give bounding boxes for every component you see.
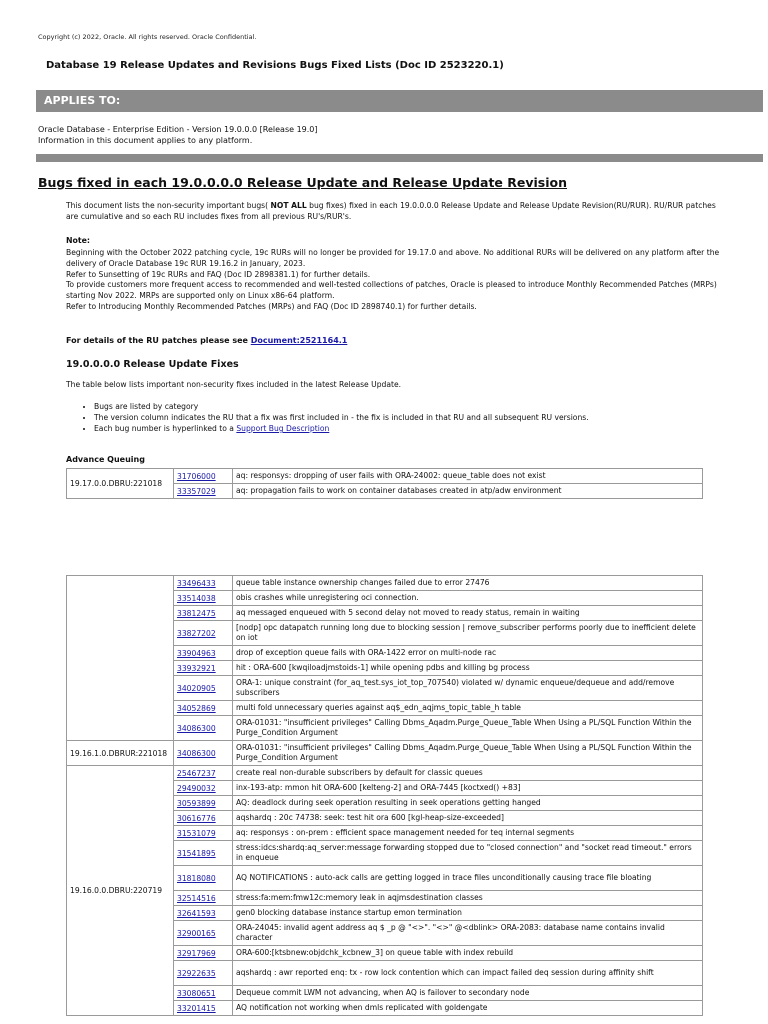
bug-link[interactable]: 30593899 bbox=[177, 798, 216, 808]
table-row bbox=[67, 766, 703, 781]
table-intro: The table below lists important non-security fixes included in the latest Release Update. bbox=[66, 380, 402, 389]
bug-link[interactable]: 33201415 bbox=[177, 1003, 216, 1013]
ru-fixes-heading: 19.0.0.0.0 Release Update Fixes bbox=[66, 359, 239, 370]
bug-description: gen0 blocking database instance startup emon termination bbox=[233, 906, 703, 921]
list-item: • The version column indicates the RU that a fix was first included in - the fix is included in that RU and all subsequent RU versions. bbox=[94, 412, 589, 423]
support-bug-description-link[interactable]: Support Bug Description bbox=[236, 424, 330, 433]
section-divider bbox=[36, 154, 763, 162]
bug-number-cell bbox=[174, 606, 233, 621]
version-cell: 19.16.0.0.DBRU:220719 bbox=[67, 766, 174, 1016]
bug-description: aq: responsys: dropping of user fails with ORA-24002: queue_table does not exist bbox=[233, 469, 703, 484]
bug-number-cell bbox=[174, 576, 233, 591]
copyright-notice: Copyright (c) 2022, Oracle. All rights reserved. Oracle Confidential. bbox=[38, 33, 257, 41]
applies-to-text bbox=[38, 124, 318, 146]
bug-description: Dequeue commit LWM not advancing, when AQ is failover to secondary node bbox=[233, 986, 703, 1001]
intro-post: bug fixes) fixed in each 19.0.0.0.0 Release Update and Release Update Revision(RU/RUR). RU/RUR patches are cumulative and so each RU includes fixes from all previous RU's/RUR's. bbox=[66, 201, 716, 221]
bug-link[interactable]: 32900165 bbox=[177, 928, 216, 938]
ru-details-label: For details of the RU patches please see bbox=[66, 336, 251, 345]
bug-description: ORA-600:[ktsbnew:objdchk_kcbnew_3] on queue table with index rebuild bbox=[233, 946, 703, 961]
bug-description: inx-193-atp: mmon hit ORA-600 [kelteng-2] and ORA-7445 [koctxed() +83] bbox=[233, 781, 703, 796]
ru-patch-document-link[interactable]: Document:2521164.1 bbox=[250, 336, 348, 345]
bug-number-cell bbox=[174, 1001, 233, 1016]
bug-description: AQ notification not working when dmls replicated with goldengate bbox=[233, 1001, 703, 1016]
bug-description: AQ: deadlock during seek operation resulting in seek operations getting hanged bbox=[233, 796, 703, 811]
bug-number-cell bbox=[174, 469, 233, 484]
bug-fix-table-1917 bbox=[66, 468, 703, 499]
bug-number-cell bbox=[174, 766, 233, 781]
bug-link[interactable]: 29490032 bbox=[177, 783, 216, 793]
list-item: • Bugs are listed by category bbox=[94, 401, 589, 412]
document-title: Database 19 Release Updates and Revisions Bugs Fixed Lists (Doc ID 2523220.1) bbox=[46, 60, 504, 71]
note-line: Beginning with the October 2022 patching cycle, 19c RURs will no longer be provided for 19.17.0 and above. No additional RURs will be delivered on any platform after the delivery of Oracle Database 19c RUR 19.16.2 in January, 2023. bbox=[66, 248, 720, 268]
bug-description: AQ NOTIFICATIONS : auto-ack calls are getting logged in trace files unconditionally causing trace file bloating bbox=[233, 866, 703, 891]
bug-link[interactable]: 34086300 bbox=[177, 748, 216, 758]
note-line: Refer to Sunsetting of 19c RURs and FAQ (Doc ID 2898381.1) for further details. bbox=[66, 269, 371, 279]
intro-pre: This document lists the non-security important bugs( bbox=[66, 201, 271, 210]
bug-number-cell bbox=[174, 676, 233, 701]
bug-description: stress:idcs:shardq:aq_server:message forwarding stopped due to "closed connection" and "socket read timeout." errors in enqueue bbox=[233, 841, 703, 866]
bug-description: aqshardq : 20c 74738: seek: test hit ora 600 [kgl-heap-size-exceeded] bbox=[233, 811, 703, 826]
bug-description: ORA-24045: invalid agent address aq $ _p @ "<>". "<>" @<dblink> ORA-2083: database name contains invalid character bbox=[233, 921, 703, 946]
bug-description: ORA-1: unique constraint (for_aq_test.sys_iot_top_707540) violated w/ dynamic enqueue/dequeue and add/remove subscribers bbox=[233, 676, 703, 701]
bug-number-cell bbox=[174, 906, 233, 921]
bug-number-cell bbox=[174, 646, 233, 661]
bug-link[interactable]: 31818080 bbox=[177, 873, 216, 883]
bug-description: aq: responsys : on-prem : efficient space management needed for teq internal segments bbox=[233, 826, 703, 841]
bug-link[interactable]: 32922635 bbox=[177, 968, 216, 978]
ru-details-text bbox=[66, 336, 347, 345]
bug-number-cell bbox=[174, 946, 233, 961]
bug-number-cell bbox=[174, 781, 233, 796]
category-label: Advance Queuing bbox=[66, 455, 145, 464]
bug-link[interactable]: 34020905 bbox=[177, 683, 216, 693]
bug-fix-table-1916 bbox=[66, 575, 703, 1016]
bug-number-cell bbox=[174, 986, 233, 1001]
bug-description: stress:fa:mem:fmw12c:memory leak in aqjmsdestination classes bbox=[233, 891, 703, 906]
bug-link[interactable]: 32917969 bbox=[177, 948, 216, 958]
bug-link[interactable]: 33904963 bbox=[177, 648, 216, 658]
bug-link[interactable]: 25467237 bbox=[177, 768, 216, 778]
bug-number-cell bbox=[174, 826, 233, 841]
bug-description: multi fold unnecessary queries against aq$_edn_aqjms_topic_table_h table bbox=[233, 701, 703, 716]
version-cell: 19.17.0.0.DBRU:221018 bbox=[67, 469, 174, 499]
intro-paragraph bbox=[66, 201, 726, 223]
note-body bbox=[66, 248, 726, 313]
bug-description: ORA-01031: "insufficient privileges" Calling Dbms_Aqadm.Purge_Queue_Table When Using a PL/SQL Function Within the Purge_Condition Argument bbox=[233, 741, 703, 766]
bug-description: obis crashes while unregistering oci connection. bbox=[233, 591, 703, 606]
note-line: Refer to Introducing Monthly Recommended Patches (MRPs) and FAQ (Doc ID 2898740.1) for further details. bbox=[66, 301, 477, 311]
applies-to-header: APPLIES TO: bbox=[36, 90, 763, 112]
bug-number-cell bbox=[174, 621, 233, 646]
bullet-text: Each bug number is hyperlinked to a bbox=[94, 424, 237, 433]
bug-link[interactable]: 33496433 bbox=[177, 578, 216, 588]
bug-number-cell bbox=[174, 741, 233, 766]
bug-number-cell bbox=[174, 866, 233, 891]
bug-description: aq: propagation fails to work on container databases created in atp/adw environment bbox=[233, 484, 703, 499]
bug-link[interactable]: 34052869 bbox=[177, 703, 216, 713]
bug-number-cell bbox=[174, 921, 233, 946]
note-line: To provide customers more frequent access to recommended and well-tested collections of patches, Oracle is pleased to introduce Monthly Recommended Patches (MRPs) starting Nov 2022. MRPs are supported only on Linux x86-64 platform. bbox=[66, 280, 717, 301]
bug-link[interactable]: 31531079 bbox=[177, 828, 216, 838]
version-cell: 19.16.1.0.DBRUR:221018 bbox=[67, 741, 174, 766]
bug-number-cell bbox=[174, 841, 233, 866]
bug-number-cell bbox=[174, 961, 233, 986]
section-heading: Bugs fixed in each 19.0.0.0.0 Release Update and Release Update Revision bbox=[38, 175, 568, 190]
table-row bbox=[67, 741, 703, 766]
bug-link[interactable]: 33827202 bbox=[177, 628, 216, 638]
bug-description: drop of exception queue fails with ORA-1422 error on multi-node rac bbox=[233, 646, 703, 661]
bug-link[interactable]: 33080651 bbox=[177, 988, 216, 998]
note-label: Note: bbox=[66, 236, 91, 245]
bug-link[interactable]: 31541895 bbox=[177, 848, 216, 858]
bug-link[interactable]: 33812475 bbox=[177, 608, 216, 618]
version-cell bbox=[67, 576, 174, 741]
bug-description: aq messaged enqueued with 5 second delay not moved to ready status, remain in waiting bbox=[233, 606, 703, 621]
bug-link[interactable]: 33357029 bbox=[177, 486, 216, 496]
table-row bbox=[67, 576, 703, 591]
bug-description: [nodp] opc datapatch running long due to blocking session | remove_subscriber performs poorly due to inefficient delete on iot bbox=[233, 621, 703, 646]
bug-number-cell bbox=[174, 716, 233, 741]
bug-number-cell bbox=[174, 891, 233, 906]
bug-description: queue table instance ownership changes failed due to error 27476 bbox=[233, 576, 703, 591]
info-bullet-list bbox=[82, 401, 589, 434]
bug-description: ORA-01031: "insufficient privileges" Calling Dbms_Aqadm.Purge_Queue_Table When Using a PL/SQL Function Within the Purge_Condition Argument bbox=[233, 716, 703, 741]
bug-link[interactable]: 30616776 bbox=[177, 813, 216, 823]
bug-link[interactable]: 31706000 bbox=[177, 471, 216, 481]
applies-to-platform: Information in this document applies to any platform. bbox=[38, 136, 253, 145]
bug-number-cell bbox=[174, 796, 233, 811]
bug-number-cell bbox=[174, 811, 233, 826]
bug-number-cell bbox=[174, 484, 233, 499]
bug-description: aqshardq : awr reported enq: tx - row lock contention which can impact failed deq session during affinity shift bbox=[233, 961, 703, 986]
bug-number-cell bbox=[174, 701, 233, 716]
bug-link[interactable]: 32514516 bbox=[177, 893, 216, 903]
bug-link[interactable]: 32641593 bbox=[177, 908, 216, 918]
intro-emphasis: NOT ALL bbox=[270, 201, 307, 210]
bug-link[interactable]: 33932921 bbox=[177, 663, 216, 673]
bug-number-cell bbox=[174, 661, 233, 676]
list-item bbox=[94, 423, 589, 434]
bug-number-cell bbox=[174, 591, 233, 606]
bug-description: create real non-durable subscribers by default for classic queues bbox=[233, 766, 703, 781]
bug-link[interactable]: 33514038 bbox=[177, 593, 216, 603]
bug-description: hit : ORA-600 [kwqiloadjmstoids-1] while opening pdbs and killing bg process bbox=[233, 661, 703, 676]
bug-link[interactable]: 34086300 bbox=[177, 723, 216, 733]
applies-to-product: Oracle Database - Enterprise Edition - Version 19.0.0.0 [Release 19.0] bbox=[38, 125, 318, 134]
